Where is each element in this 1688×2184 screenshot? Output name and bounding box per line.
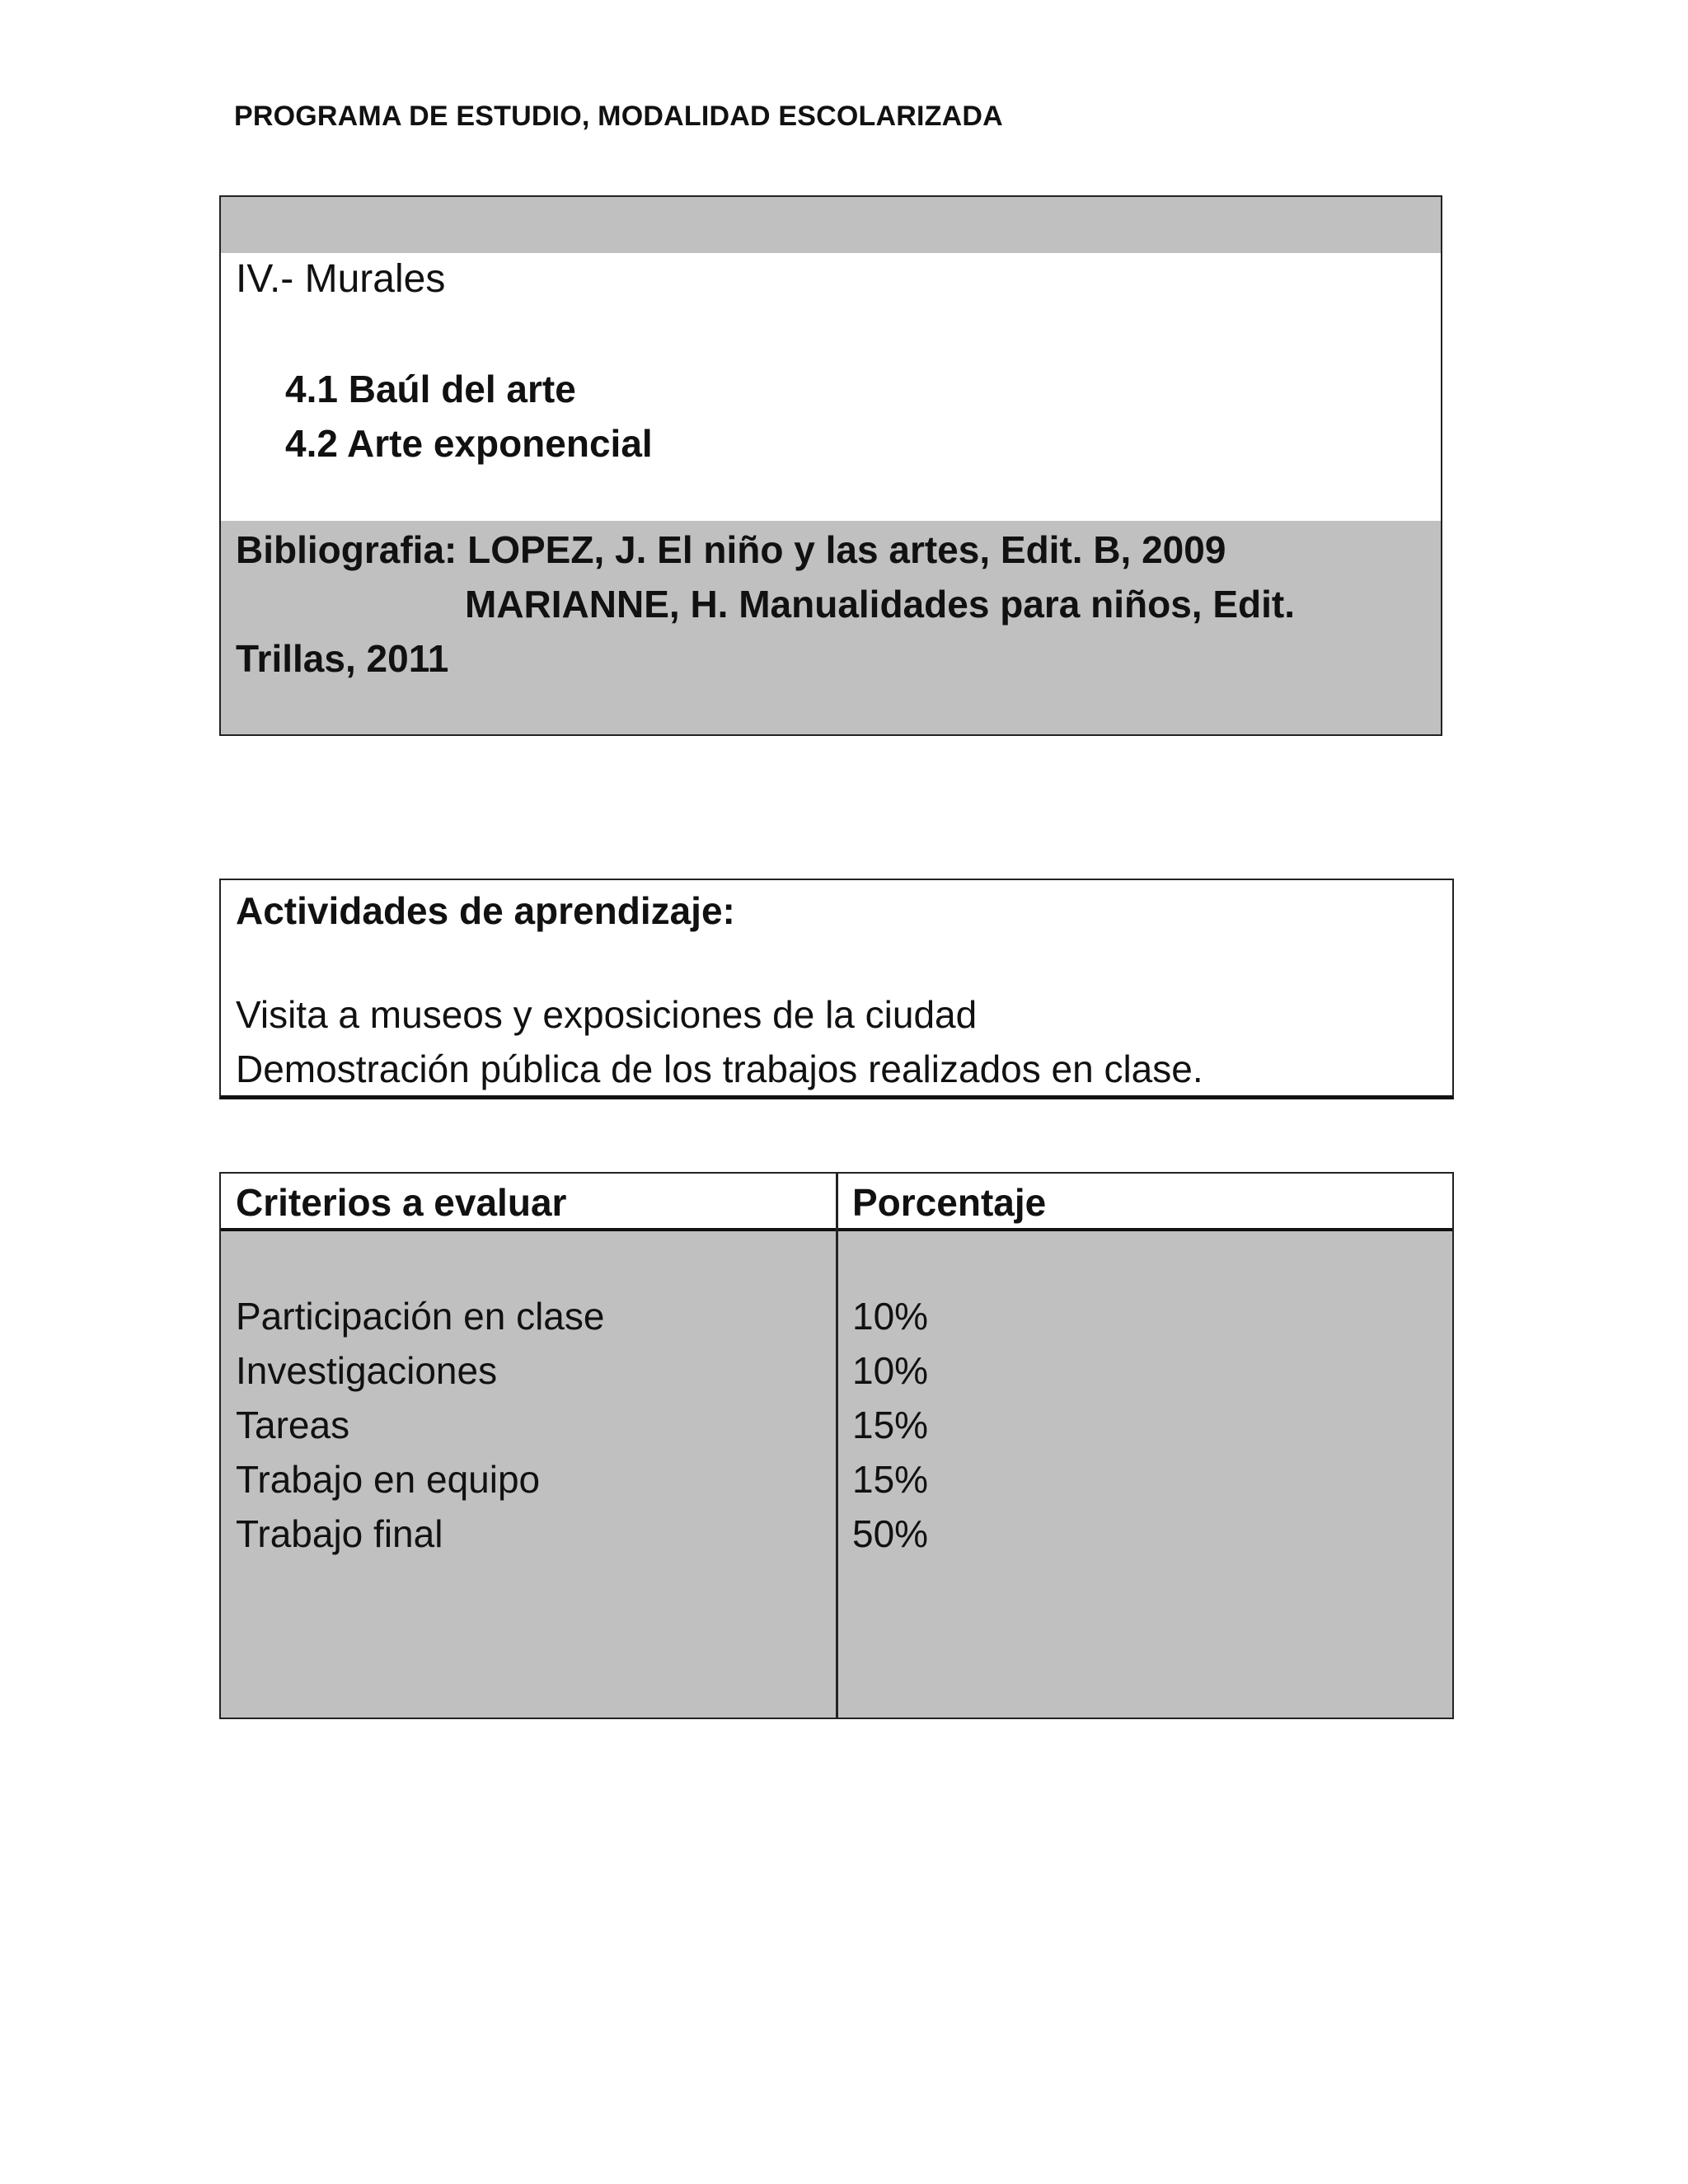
bibliography-line: MARIANNE, H. Manualidades para niños, Edit. <box>465 583 1296 626</box>
criterion-cell: Participación en clase <box>236 1295 605 1338</box>
bibliography-section <box>221 521 1441 734</box>
criterion-cell: Trabajo en equipo <box>236 1458 541 1501</box>
percentage-column-header: Porcentaje <box>852 1181 1047 1224</box>
criterion-cell: Tareas <box>236 1404 350 1446</box>
subtopic-list <box>285 362 653 471</box>
activities-title: Actividades de aprendizaje: <box>236 889 735 932</box>
activity-item: Demostración pública de los trabajos realizados en clase. <box>236 1047 1203 1090</box>
bibliography-line: Bibliografia: LOPEZ, J. El niño y las artes, Edit. B, 2009 <box>236 528 1226 571</box>
activity-item: Visita a museos y exposiciones de la ciudad <box>236 993 978 1036</box>
activities-box <box>219 879 1454 1099</box>
column-divider <box>836 1174 838 1718</box>
unit-header-band <box>221 197 1441 253</box>
criterion-cell: Investigaciones <box>236 1349 498 1392</box>
unit-content-box <box>219 195 1442 736</box>
percentage-cell: 15% <box>852 1458 929 1501</box>
percentage-cell: 50% <box>852 1512 929 1555</box>
criterion-cell: Trabajo final <box>236 1512 443 1555</box>
document-header: PROGRAMA DE ESTUDIO, MODALIDAD ESCOLARIZADA <box>234 101 1003 132</box>
criteria-column-header: Criterios a evaluar <box>236 1181 567 1224</box>
percentage-cell: 15% <box>852 1404 929 1446</box>
criteria-column <box>236 1289 604 1561</box>
evaluation-table <box>219 1172 1454 1719</box>
activities-list <box>236 987 1203 1096</box>
percentage-cell: 10% <box>852 1349 929 1392</box>
subtopic-item: 4.2 Arte exponencial <box>285 422 653 465</box>
bibliography-line: Trillas, 2011 <box>236 637 449 680</box>
subtopic-item: 4.1 Baúl del arte <box>285 368 576 410</box>
percentage-column <box>852 1289 928 1561</box>
unit-title: IV.- Murales <box>236 257 446 301</box>
percentage-cell: 10% <box>852 1295 929 1338</box>
